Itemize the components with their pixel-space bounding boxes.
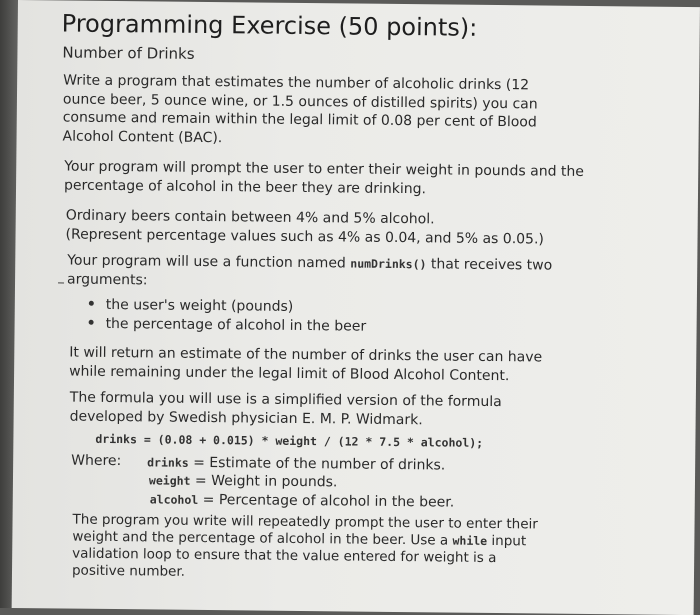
page-subtitle: Number of Drinks <box>62 43 195 63</box>
page-title: Programming Exercise (50 points): <box>61 9 478 42</box>
where-var-code: weight <box>148 473 191 488</box>
where-desc: = Weight in pounds. <box>194 472 338 491</box>
validation-text-before: The program you write will repeatedly prompt the user to enter their weight and the percentage of alcohol in the beer. Use a <box>72 511 538 549</box>
formula-code: drinks = (0.08 + 0.015) * weight / (12 * 7.5 * alcohol); <box>95 431 484 450</box>
list-item <box>89 316 367 335</box>
while-keyword-code: while <box>452 533 488 548</box>
function-name-code: numDrinks() <box>350 256 427 272</box>
where-desc: = Percentage of alcohol in the beer. <box>202 491 455 511</box>
where-row <box>150 491 455 510</box>
paragraph-function <box>67 252 567 294</box>
validation-text-after: input validation loop to ensure that the value entered for weight is a positive number. <box>71 532 527 580</box>
list-item <box>89 297 294 315</box>
where-label: Where: <box>71 452 122 470</box>
paragraph-intro: Write a program that estimates the number of alcoholic drinks (12 ounce beer, 5 ounce wine, or 1.5 ounces of distilled spirits) you can consume and remain within the legal limit of 0.08 per cent of Blood Alcohol Content (BAC). <box>62 72 538 146</box>
where-desc: = Estimate of the number of drinks. <box>193 454 446 474</box>
bullet-dot-icon <box>89 300 94 305</box>
paragraph-formula-intro: The formula you will use is a simplified version of the formula developed by Swedish physician E. M. P. Widmark. <box>69 389 502 428</box>
paragraph-beer-percent <box>65 207 585 249</box>
paragraph-validation <box>72 512 543 585</box>
document-page <box>12 0 700 615</box>
where-row <box>147 454 445 473</box>
function-text-before: Your program will use a function named <box>67 252 351 272</box>
paragraph-beer-percent-line2: (Represent percentage values such as 4% as 0.04, and 5% as 0.05.) <box>65 226 545 248</box>
where-row <box>149 472 338 490</box>
paragraph-prompt: Your program will prompt the user to enter their weight in pounds and the percentage of alcohol in the beer they are drinking. <box>63 158 585 197</box>
paragraph-return: It will return an estimate of the number of drinks the user can have while remaining under the legal limit of Blood Alcohol Content. <box>69 344 543 384</box>
function-text-after: that receives two arguments: <box>66 256 553 288</box>
margin-mark <box>58 282 64 283</box>
bullet-text: the percentage of alcohol in the beer <box>105 315 367 335</box>
bullet-dot-icon <box>89 319 94 324</box>
where-var-code: alcohol <box>149 492 199 507</box>
paragraph-beer-percent-line1: Ordinary beers contain between 4% and 5% alcohol. <box>65 207 435 228</box>
where-var-code: drinks <box>147 455 189 470</box>
bullet-text: the user's weight (pounds) <box>105 296 294 315</box>
